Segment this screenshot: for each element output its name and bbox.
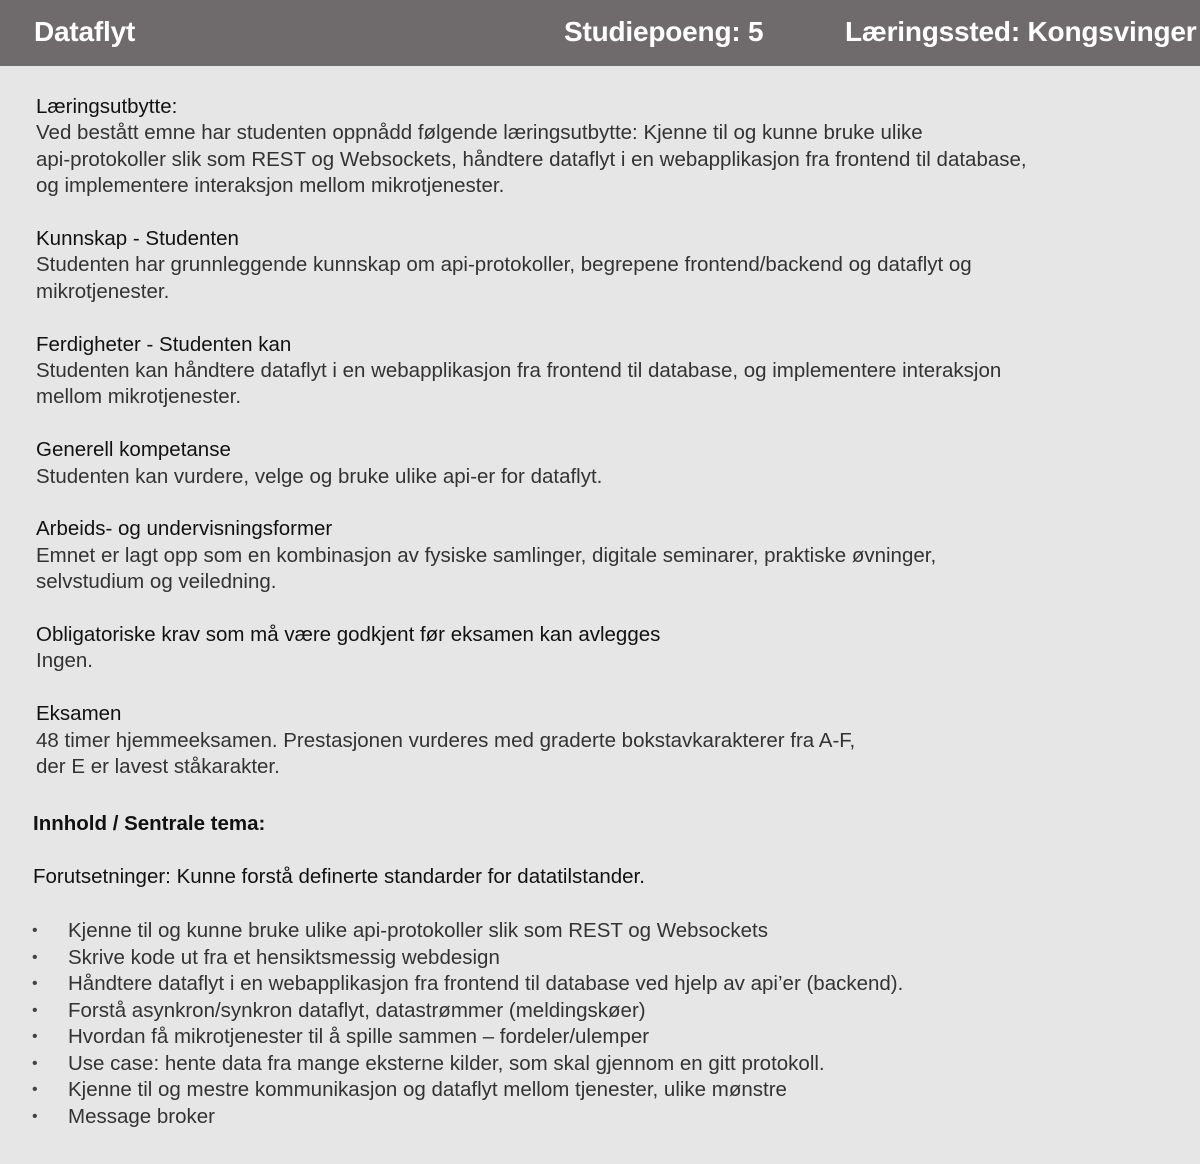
section-text-line: Studenten kan vurdere, velge og bruke ulike api-er for dataflyt. — [36, 464, 603, 488]
section-body — [36, 464, 1176, 490]
section-heading: Obligatoriske krav som må være godkjent før eksamen kan avlegges — [36, 623, 661, 647]
list-item — [30, 1077, 903, 1104]
section-text-line: Ingen. — [36, 649, 93, 673]
course-credits: Studiepoeng: 5 — [564, 16, 764, 47]
section-exam — [36, 701, 1176, 780]
section-text-line: 48 timer hjemmeeksamen. Prestasjonen vurderes med graderte bokstavkarakterer fra A-F, — [36, 728, 856, 752]
list-item-text: Skrive kode ut fra et hensiktsmessig webdesign — [68, 945, 500, 969]
section-heading: Eksamen — [36, 702, 122, 726]
bullet-icon: • — [32, 1054, 38, 1072]
section-body — [36, 358, 1176, 411]
section-text-line: api-protokoller slik som REST og Websockets, håndtere dataflyt i en webapplikasjon fra frontend til database, — [36, 147, 1027, 171]
section-text-line: mellom mikrotjenester. — [36, 385, 242, 409]
section-body — [36, 120, 1176, 199]
list-item — [30, 945, 903, 972]
list-item-text: Håndtere dataflyt i en webapplikasjon fra frontend til database ved hjelp av api’er (backend). — [68, 972, 904, 995]
list-item — [30, 998, 903, 1025]
section-heading: Ferdigheter - Studenten kan — [36, 332, 292, 356]
list-item-text: Kjenne til og mestre kommunikasjon og dataflyt mellom tjenester, ulike mønstre — [68, 1078, 787, 1101]
bullet-icon: • — [32, 1001, 38, 1019]
bullet-icon: • — [32, 975, 38, 992]
section-heading: Kunnskap - Studenten — [36, 227, 239, 251]
topic-list — [30, 918, 903, 1130]
section-text-line: mikrotjenester. — [36, 279, 170, 303]
content-heading: Innhold / Sentrale tema: — [33, 812, 266, 835]
course-description — [36, 94, 1176, 807]
bullet-icon: • — [32, 1081, 38, 1098]
section-text-line: Studenten kan håndtere dataflyt i en webapplikasjon fra frontend til database, og implementere interaksjon — [36, 359, 1002, 383]
section-heading: Læringsutbytte: — [36, 95, 178, 118]
section-body — [36, 648, 1176, 674]
bullet-icon: • — [32, 922, 38, 939]
list-item — [30, 971, 903, 998]
section-learning-outcome — [36, 94, 1176, 200]
list-item — [30, 1104, 903, 1131]
bullet-icon: • — [32, 1107, 38, 1125]
bullet-icon: • — [32, 948, 38, 966]
list-item-text: Forstå asynkron/synkron dataflyt, datastrømmer (meldingskøer) — [68, 998, 646, 1022]
section-teaching-methods — [36, 516, 1176, 595]
list-item-text: Message broker — [68, 1104, 215, 1128]
section-body — [36, 728, 1176, 781]
section-text-line: og implementere interaksjon mellom mikrotjenester. — [36, 174, 505, 198]
section-text-line: selvstudium og veiledning. — [36, 570, 277, 594]
list-item — [30, 918, 903, 945]
list-item — [30, 1051, 903, 1078]
list-item — [30, 1024, 903, 1051]
list-item-text: Hvordan få mikrotjenester til å spille sammen – fordeler/ulemper — [68, 1025, 650, 1048]
section-heading: Generell kompetanse — [36, 438, 231, 462]
section-text-line: Ved bestått emne har studenten oppnådd følgende læringsutbytte: Kjenne til og kunne bruke ulike — [36, 121, 923, 145]
course-title: Dataflyt — [34, 16, 136, 47]
list-item-text: Use case: hente data fra mange eksterne kilder, som skal gjennom en gitt protokoll. — [68, 1051, 825, 1075]
section-body — [36, 252, 1176, 305]
section-knowledge — [36, 226, 1176, 305]
list-item-text: Kjenne til og kunne bruke ulike api-protokoller slik som REST og Websockets — [68, 919, 769, 942]
section-text-line: Emnet er lagt opp som en kombinasjon av fysiske samlinger, digitale seminarer, praktiske øvninger, — [36, 543, 937, 567]
section-text-line: der E er lavest ståkarakter. — [36, 755, 280, 779]
section-skills — [36, 332, 1176, 411]
bullet-icon: • — [32, 1028, 38, 1045]
section-general-competence — [36, 437, 1176, 490]
section-mandatory-requirements — [36, 622, 1176, 675]
section-text-line: Studenten har grunnleggende kunnskap om api-protokoller, begrepene frontend/backend og dataflyt og — [36, 253, 972, 277]
prerequisites-text: Forutsetninger: Kunne forstå definerte standarder for datatilstander. — [33, 865, 645, 888]
course-header — [0, 0, 1200, 66]
section-heading: Arbeids- og undervisningsformer — [36, 517, 333, 541]
section-body — [36, 543, 1176, 596]
course-location: Læringssted: Kongsvinger — [845, 16, 1197, 47]
